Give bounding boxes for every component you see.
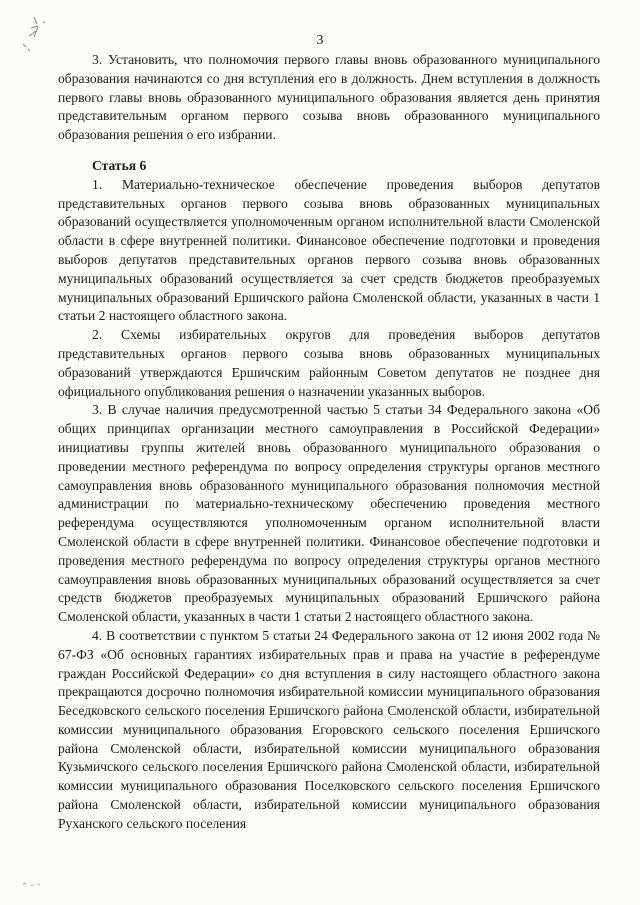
article-paragraph-1: 1. Материально-техническое обеспечение проведения выборов депутатов представительных органов первого созыва вновь образованных муниципальных образований осуществляется уполномоченным органом исполнительной власти Смоленской области в сфере внутренней политики. Финансовое обеспечение подготовки и проведения выборов депутатов представительных органов первого созыва вновь образованных муниципальных образований осуществляется за счет средств бюджетов преобразуемых муниципальных образований Ершичского района Смоленской области, указанных в части 1 статьи 2 настоящего областного закона. bbox=[58, 176, 600, 324]
document-body bbox=[58, 51, 600, 834]
article-paragraph-3: 3. В случае наличия предусмотренной частью 5 статьи 34 Федерального закона «Об общих принципах организации местного самоуправления в Российской Федерации» инициативы группы жителей вновь образованного муниципального образования о проведении местного референдума по вопросу определения структуры органов местного самоуправления вновь образованного муниципального образования полномочия местной администрации по материально-техническому обеспечению проведения местного референдума осуществляются уполномоченным органом исполнительной власти Смоленской области в сфере внутренней политики. Финансовое обеспечение подготовки и проведения местного референдума по вопросу определения структуры органов местного самоуправления вновь образованных муниципальных образований осуществляется за счет средств бюджетов преобразуемых муниципальных образований Ершичского района Смоленской области, указанных в части 1 статьи 2 настоящего областного закона. bbox=[58, 402, 600, 625]
article-paragraph-4: 4. В соответствии с пунктом 5 статьи 24 Федерального закона от 12 июня 2002 года № 67-ФЗ «Об основных гарантиях избирательных прав и права на участие в референдуме граждан Российской Федерации» со дня вступления в силу настоящего областного закона прекращаются досрочно полномочия избирательной комиссии муниципального образования Беседковского сельского поселения Ершичского района Смоленской области, избирательной комиссии муниципального образования Егоровского сельского поселения Ершичского района Смоленской области, избирательной комиссии муниципального образования Кузьмичского сельского поселения Ершичского района Смоленской области, избирательной комиссии муниципального образования Поселковского сельского поселения Ершичского района Смоленской области, избирательной комиссии муниципального образования Руханского сельского поселения bbox=[58, 627, 600, 831]
paragraph-3-intro: 3. Установить, что полномочия первого главы вновь образованного муниципального образования начинаются со дня вступления его в должность. Днем вступления в должность первого главы вновь образованного муниципального образования является день принятия представительным органом первого созыва вновь образованного муниципального образования решения о его избрании. bbox=[58, 52, 600, 143]
article-heading: Статья 6 bbox=[92, 157, 147, 173]
page-number: 3 bbox=[316, 33, 324, 48]
scan-artifact-bottom-left bbox=[20, 878, 50, 892]
article-paragraph-2: 2. Схемы избирательных округов для проведения выборов депутатов представительных органов первого созыва вновь образованных муниципальных образований утверждаются Ершичским районным Советом депутатов не позднее дня официального опубликования решения о назначении указанных выборов. bbox=[58, 327, 600, 399]
